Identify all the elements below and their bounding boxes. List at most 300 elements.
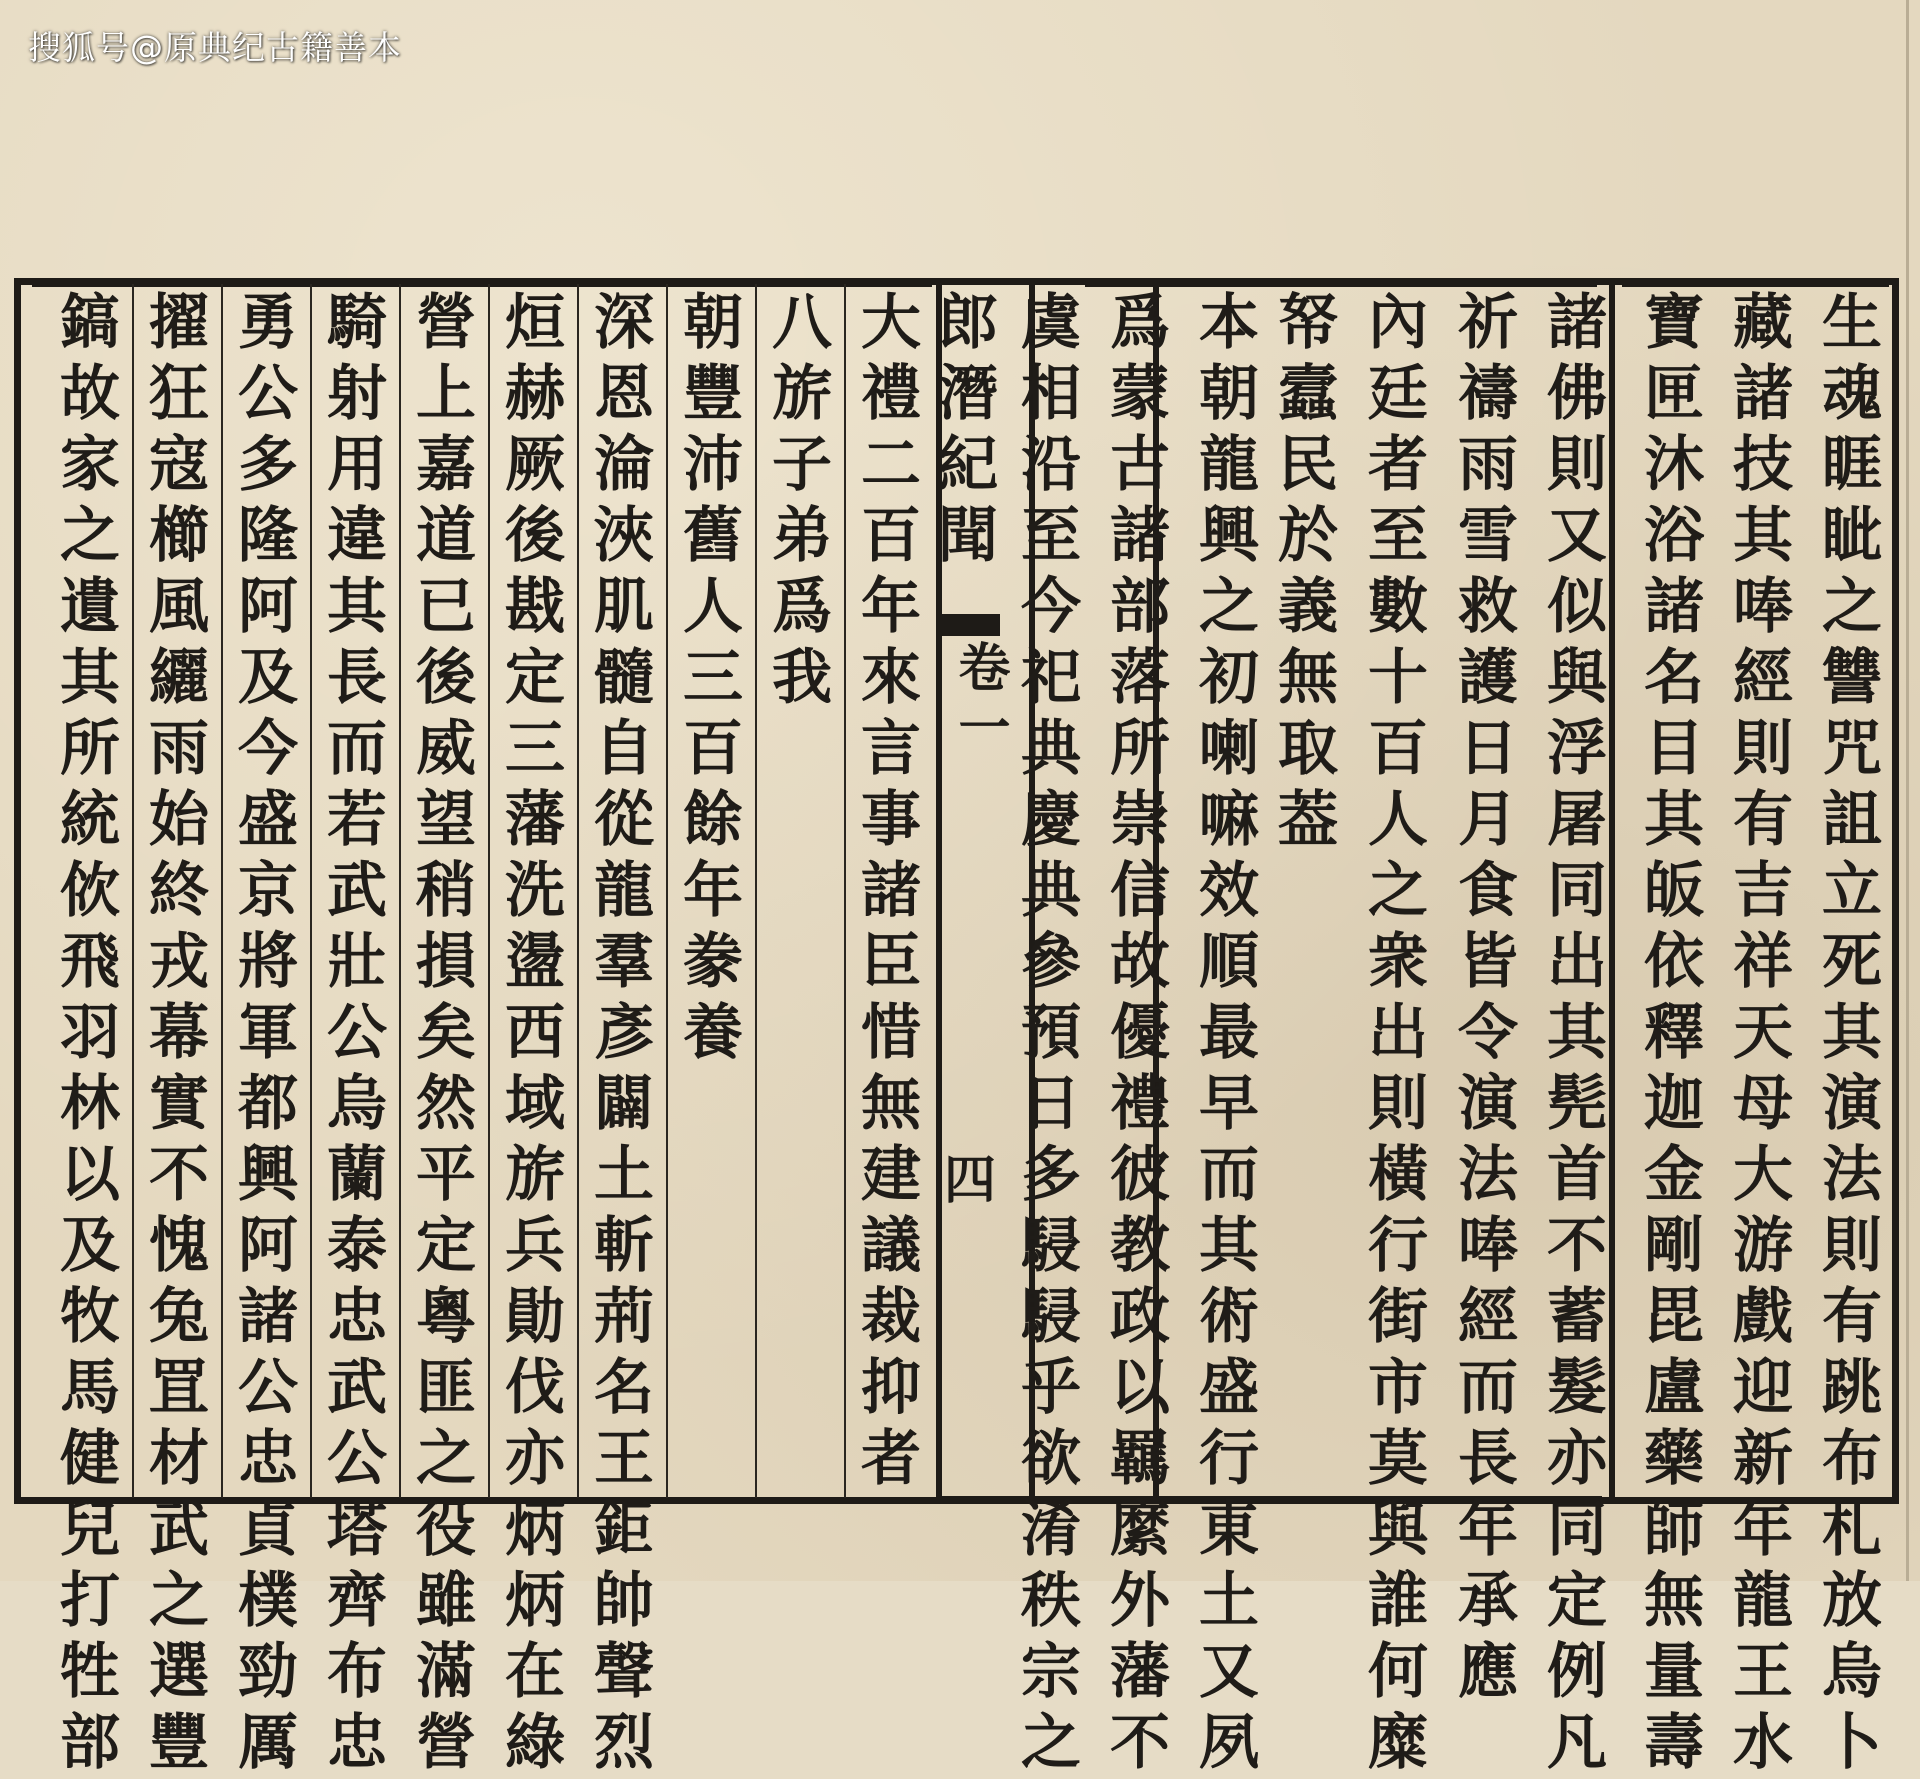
character: 纚 (149, 643, 209, 713)
character: 藩 (505, 785, 565, 855)
character: 駸 (1021, 1282, 1081, 1352)
character: 屠 (1547, 785, 1607, 855)
character: 之 (1021, 1708, 1081, 1778)
character: 夙 (1199, 1708, 1259, 1778)
character: 市 (1368, 1353, 1428, 1423)
character: 禮 (861, 359, 921, 429)
character: 廷 (1368, 359, 1428, 429)
character: 養 (683, 998, 743, 1068)
character: 淆 (1021, 1495, 1081, 1565)
column-rule (488, 284, 490, 1498)
character: 洗 (505, 856, 565, 926)
character: 從 (594, 785, 654, 855)
character: 王 (594, 1424, 654, 1494)
character: 盛 (1199, 1353, 1259, 1423)
text-column (1362, 288, 1434, 1779)
character: 慶 (1021, 785, 1081, 855)
character: 蓄 (1547, 1282, 1607, 1352)
character: 齊 (327, 1566, 387, 1636)
character: 經 (1733, 643, 1793, 713)
character: 伐 (505, 1353, 565, 1423)
watermark: 搜狐号@原典纪古籍善本 (28, 28, 402, 67)
frame-inner-top-right (1622, 282, 1889, 287)
character: 三 (505, 714, 565, 784)
character: 初 (1199, 643, 1259, 713)
character: 釋 (1644, 998, 1704, 1068)
character: 凡 (1547, 1708, 1607, 1778)
character: 而 (1199, 1140, 1259, 1210)
character: 無 (1644, 1566, 1704, 1636)
character: 布 (327, 1637, 387, 1707)
character: 雪 (1458, 501, 1518, 571)
character: 駸 (1021, 1211, 1081, 1281)
character: 數 (1368, 572, 1428, 642)
character: 肌 (594, 572, 654, 642)
character: 蒙 (1110, 359, 1170, 429)
character: 王 (1733, 1637, 1793, 1707)
character: 朝 (683, 288, 743, 358)
column-rule (399, 284, 401, 1498)
character: 讐 (1822, 643, 1882, 713)
character: 武 (149, 1495, 209, 1565)
character: 壽 (1644, 1708, 1704, 1778)
character: 烈 (594, 1708, 654, 1778)
character: 來 (861, 643, 921, 713)
character: 長 (1458, 1424, 1518, 1494)
character: 相 (1021, 359, 1081, 429)
character: 與 (1547, 643, 1607, 713)
character: 沐 (1644, 430, 1704, 500)
character: 荊 (594, 1282, 654, 1352)
character: 則 (1368, 1069, 1428, 1139)
character: 經 (1458, 1282, 1518, 1352)
character: 盪 (505, 927, 565, 997)
character: 定 (416, 1211, 476, 1281)
character: 毘 (1644, 1282, 1704, 1352)
character: 其 (1733, 501, 1793, 571)
character: 爲 (1110, 288, 1170, 358)
character: 牧 (60, 1282, 120, 1352)
character: 目 (1644, 714, 1704, 784)
character: 寶 (1644, 288, 1704, 358)
character: 龍 (594, 856, 654, 926)
character: 髡 (1547, 1069, 1607, 1139)
character: 戲 (1733, 1282, 1793, 1352)
character: 諸 (861, 856, 921, 926)
character: 土 (1199, 1566, 1259, 1636)
character: 魂 (1822, 359, 1882, 429)
character: 藥 (1644, 1424, 1704, 1494)
character: 諸 (238, 1282, 298, 1352)
character: 勛 (505, 1282, 565, 1352)
character: 終 (149, 856, 209, 926)
character: 例 (1547, 1637, 1607, 1707)
character: 淪 (594, 430, 654, 500)
character: 剛 (1644, 1211, 1704, 1281)
character: 帑 (1278, 288, 1338, 358)
character: 蠧 (1278, 359, 1338, 429)
character: 不 (1110, 1708, 1170, 1778)
character: 恩 (594, 359, 654, 429)
character: 救 (1458, 572, 1518, 642)
character: 量 (1644, 1637, 1704, 1707)
character: 擢 (149, 288, 209, 358)
character: 已 (416, 572, 476, 642)
character: 則 (1822, 1211, 1882, 1281)
character: 祥 (1733, 927, 1793, 997)
character: 域 (505, 1069, 565, 1139)
character: 軍 (238, 998, 298, 1068)
frame-inner-top-mid (1085, 282, 1597, 287)
text-column (143, 288, 215, 1779)
column-rule (577, 284, 579, 1498)
character: 射 (327, 359, 387, 429)
character: 崇 (1110, 785, 1170, 855)
character: 之 (1199, 572, 1259, 642)
character: 年 (1458, 1495, 1518, 1565)
character: 武 (327, 1353, 387, 1423)
text-column (321, 288, 393, 1779)
character: 不 (1547, 1211, 1607, 1281)
character: 則 (1733, 714, 1793, 784)
character: 事 (861, 785, 921, 855)
character: 鎬 (60, 288, 120, 358)
character: 矣 (416, 998, 476, 1068)
character: 行 (1199, 1424, 1259, 1494)
character: 最 (1199, 998, 1259, 1068)
character: 嘉 (416, 430, 476, 500)
character: 出 (1547, 927, 1607, 997)
character: 何 (1368, 1637, 1428, 1707)
character: 亦 (505, 1424, 565, 1494)
character: 餘 (683, 785, 743, 855)
character: 金 (1644, 1140, 1704, 1210)
character: 至 (1021, 501, 1081, 571)
character: 十 (1368, 643, 1428, 713)
character: 諸 (1733, 359, 1793, 429)
character: 游 (1733, 1211, 1793, 1281)
character: 落 (1110, 643, 1170, 713)
character: 不 (149, 1140, 209, 1210)
character: 教 (1110, 1211, 1170, 1281)
character: 朝 (1199, 359, 1259, 429)
character: 龍 (1199, 430, 1259, 500)
character: 綠 (505, 1708, 565, 1778)
character: 迦 (1644, 1069, 1704, 1139)
character: 豐 (683, 359, 743, 429)
text-column (1193, 288, 1265, 1779)
character: 抑 (861, 1353, 921, 1423)
character: 稍 (416, 856, 476, 926)
character: 建 (861, 1140, 921, 1210)
character: 有 (1822, 1282, 1882, 1352)
character: 日 (1021, 1069, 1081, 1139)
character: 定 (1547, 1566, 1607, 1636)
character: 及 (238, 643, 298, 713)
character: 東 (1199, 1495, 1259, 1565)
character: 言 (861, 714, 921, 784)
character: 聞 (938, 501, 998, 571)
character: 以 (1110, 1353, 1170, 1423)
text-column (232, 288, 304, 1779)
character: 役 (416, 1495, 476, 1565)
character: 忠 (327, 1282, 387, 1352)
text-column (588, 288, 660, 1779)
character: 阿 (238, 1211, 298, 1281)
character: 者 (1368, 430, 1428, 500)
character: 新 (1733, 1424, 1793, 1494)
character: 子 (772, 430, 832, 500)
character: 食 (1458, 856, 1518, 926)
character: 令 (1458, 998, 1518, 1068)
character: 故 (1110, 927, 1170, 997)
character: 詛 (1822, 785, 1882, 855)
character: 參 (1021, 927, 1081, 997)
character: 名 (594, 1353, 654, 1423)
character: 斬 (594, 1211, 654, 1281)
character: 虞 (1021, 288, 1081, 358)
character: 羈 (1110, 1424, 1170, 1494)
character: 水 (1733, 1708, 1793, 1778)
character: 公 (238, 359, 298, 429)
character: 後 (416, 643, 476, 713)
character: 人 (1368, 785, 1428, 855)
character: 二 (861, 430, 921, 500)
character: 法 (1822, 1140, 1882, 1210)
character: 所 (1110, 714, 1170, 784)
text-column (499, 288, 571, 1779)
folio-number: 四 (944, 1150, 997, 1211)
character: 勇 (238, 288, 298, 358)
character: 匪 (416, 1353, 476, 1423)
character: 大 (861, 288, 921, 358)
character: 烏 (327, 1069, 387, 1139)
text-column (1816, 288, 1888, 1779)
text-column (1638, 288, 1710, 1779)
column-rule (755, 284, 757, 1498)
character: 公 (327, 998, 387, 1068)
character: 布 (1822, 1424, 1882, 1494)
character: 其 (1547, 998, 1607, 1068)
character: 盧 (1644, 1353, 1704, 1423)
character: 喇 (1199, 714, 1259, 784)
character: 大 (1733, 1140, 1793, 1210)
character: 裁 (861, 1282, 921, 1352)
character: 有 (1733, 785, 1793, 855)
column-rule (132, 284, 134, 1498)
character: 無 (1278, 643, 1338, 713)
text-column (1727, 288, 1799, 1779)
character: 之 (416, 1424, 476, 1494)
character: 公 (238, 1353, 298, 1423)
character: 政 (1110, 1282, 1170, 1352)
character: 浴 (1644, 501, 1704, 571)
character: 烏 (1822, 1637, 1882, 1707)
character: 唪 (1458, 1211, 1518, 1281)
character: 兵 (505, 1211, 565, 1281)
character: 騎 (327, 288, 387, 358)
character: 諸 (1644, 572, 1704, 642)
character: 旂 (772, 359, 832, 429)
character: 以 (60, 1140, 120, 1210)
character: 咒 (1822, 714, 1882, 784)
character: 戡 (505, 572, 565, 642)
character: 若 (327, 785, 387, 855)
character: 威 (416, 714, 476, 784)
character: 與 (1368, 1495, 1428, 1565)
character: 忠 (238, 1424, 298, 1494)
character: 雨 (149, 714, 209, 784)
page-edge (1906, 0, 1909, 1581)
character: 古 (1110, 430, 1170, 500)
character: 依 (1644, 927, 1704, 997)
character: 紀 (938, 430, 998, 500)
character: 名 (1644, 643, 1704, 713)
character: 故 (60, 359, 120, 429)
character: 牲 (60, 1637, 120, 1707)
character: 信 (1110, 856, 1170, 926)
character: 嘛 (1199, 785, 1259, 855)
character: 誰 (1368, 1566, 1428, 1636)
character: 寇 (149, 430, 209, 500)
character: 勁 (238, 1637, 298, 1707)
character: 上 (416, 359, 476, 429)
character: 髮 (1547, 1353, 1607, 1423)
character: 秩 (1021, 1566, 1081, 1636)
character: 始 (149, 785, 209, 855)
character: 泰 (327, 1211, 387, 1281)
character: 所 (60, 714, 120, 784)
character: 術 (1199, 1282, 1259, 1352)
character: 放 (1822, 1566, 1882, 1636)
character: 蘭 (327, 1140, 387, 1210)
character: 鉅 (594, 1495, 654, 1565)
character: 者 (861, 1424, 921, 1494)
character: 之 (60, 501, 120, 571)
character: 八 (772, 288, 832, 358)
volume-label: 卷一 (949, 640, 1010, 760)
character: 土 (594, 1140, 654, 1210)
text-column (54, 288, 126, 1779)
character: 禱 (1458, 359, 1518, 429)
character: 迎 (1733, 1353, 1793, 1423)
text-column (855, 288, 927, 1495)
character: 望 (416, 785, 476, 855)
character: 其 (1199, 1211, 1259, 1281)
character: 違 (327, 501, 387, 571)
character: 臣 (861, 927, 921, 997)
text-column (1452, 288, 1524, 1708)
character: 演 (1458, 1069, 1518, 1139)
character: 糜 (1368, 1708, 1428, 1778)
character: 莫 (1368, 1424, 1428, 1494)
character: 匣 (1644, 359, 1704, 429)
character: 睚 (1822, 430, 1882, 500)
character: 之 (1822, 572, 1882, 642)
character: 聲 (594, 1637, 654, 1707)
character: 母 (1733, 1069, 1793, 1139)
frame-inner-top-left (32, 282, 932, 287)
character: 多 (1021, 1140, 1081, 1210)
character: 營 (416, 288, 476, 358)
character: 營 (416, 1708, 476, 1778)
character: 禮 (1110, 1069, 1170, 1139)
character: 健 (60, 1424, 120, 1494)
character: 外 (1110, 1566, 1170, 1636)
character: 佛 (1547, 359, 1607, 429)
character: 豢 (683, 927, 743, 997)
character: 羽 (60, 998, 120, 1068)
character: 幕 (149, 998, 209, 1068)
column-rule (310, 284, 312, 1498)
character: 及 (60, 1211, 120, 1281)
character: 優 (1110, 998, 1170, 1068)
character: 今 (1021, 572, 1081, 642)
character: 用 (327, 430, 387, 500)
character: 死 (1822, 927, 1882, 997)
character: 取 (1278, 714, 1338, 784)
character: 師 (1644, 1495, 1704, 1565)
character: 烜 (505, 288, 565, 358)
character: 厲 (238, 1708, 298, 1778)
character: 闢 (594, 1069, 654, 1139)
character: 行 (1368, 1211, 1428, 1281)
character: 諸 (1110, 501, 1170, 571)
character: 人 (683, 572, 743, 642)
character: 亦 (1547, 1424, 1607, 1494)
character: 法 (1458, 1140, 1518, 1210)
character: 皈 (1644, 856, 1704, 926)
character: 興 (238, 1140, 298, 1210)
character: 炳 (505, 1566, 565, 1636)
character: 統 (60, 785, 120, 855)
character: 髓 (594, 643, 654, 713)
character: 三 (683, 643, 743, 713)
character: 內 (1368, 288, 1428, 358)
character: 後 (505, 501, 565, 571)
character: 將 (238, 927, 298, 997)
text-column (932, 288, 1004, 572)
character: 之 (1368, 856, 1428, 926)
character: 日 (1458, 714, 1518, 784)
character: 櫛 (149, 501, 209, 571)
character: 典 (1021, 856, 1081, 926)
character: 都 (238, 1069, 298, 1139)
character: 定 (505, 643, 565, 713)
character: 舊 (683, 501, 743, 571)
character: 兒 (60, 1495, 120, 1565)
character: 議 (861, 1211, 921, 1281)
text-column (1015, 288, 1087, 1779)
character: 跳 (1822, 1353, 1882, 1423)
character: 盛 (238, 785, 298, 855)
character: 年 (683, 856, 743, 926)
character: 粵 (416, 1282, 476, 1352)
character: 無 (861, 1069, 921, 1139)
character: 典 (1021, 714, 1081, 784)
character: 龍 (1733, 1566, 1793, 1636)
character: 壯 (327, 927, 387, 997)
character: 至 (1368, 501, 1428, 571)
character: 本 (1199, 288, 1259, 358)
character: 月 (1458, 785, 1518, 855)
character: 實 (149, 1069, 209, 1139)
character: 早 (1199, 1069, 1259, 1139)
character: 旂 (505, 1140, 565, 1210)
character: 又 (1547, 501, 1607, 571)
character: 天 (1733, 998, 1793, 1068)
character: 忠 (327, 1708, 387, 1778)
